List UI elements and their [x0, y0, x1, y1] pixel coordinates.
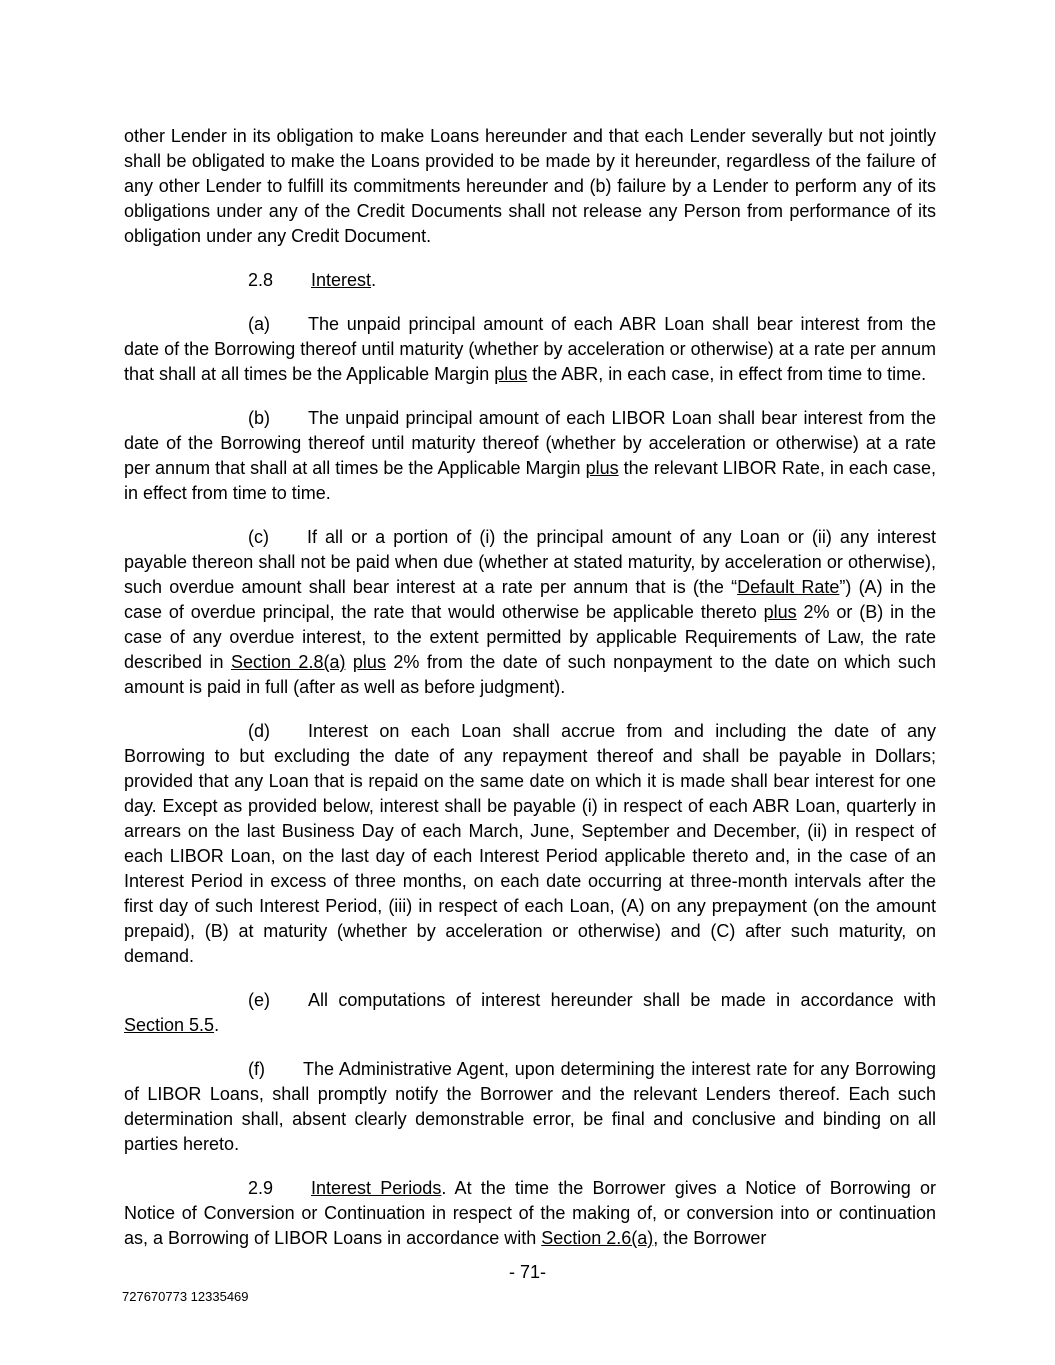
text-run: The unpaid principal amount of each ABR Loan shall bear interest from the date of the Borrowing thereof until maturity (whether by acceleration or otherwise) at a rate per annum that shall at all times be the Applicable Margin — [124, 314, 936, 384]
clause-2-8-a — [124, 312, 936, 387]
text-run: The Administrative Agent, upon determining the interest rate for any Borrowing of LIBOR Loans, shall promptly notify the Borrower and the relevant Lenders thereof. Each such determination shall, absent clearly demonstrable error, be final and conclusive and binding on all parties hereto. — [124, 1059, 936, 1154]
underlined-text: plus — [585, 458, 619, 478]
underlined-text: Interest Periods — [311, 1178, 442, 1198]
text-run: Interest on each Loan shall accrue from and including the date of any Borrowing to but excluding the date of any repayment thereof and shall be payable in Dollars; provided that any Loan that is repaid on the same date on which it is made shall bear interest for one day. Except as provided below, interest shall be payable (i) in respect of each ABR Loan, quarterly in arrears on the last Business Day of each March, June, September and December, (ii) in respect of each LIBOR Loan, on the last day of each Interest Period applicable thereto and, in the case of an Interest Period in excess of three months, on each date occurring at three-month intervals after the first day of such Interest Period, (iii) in respect of each Loan, (A) on any prepayment (on the amount prepaid), (B) at maturity (whether by acceleration or otherwise) and (C) after such maturity, on demand. — [124, 721, 936, 966]
text-run: (c) — [248, 527, 269, 547]
page-number: - 71- — [508, 1262, 546, 1282]
clause-2-8-e — [124, 988, 936, 1038]
document-body — [124, 124, 936, 1270]
underlined-text: Section 5.5 — [124, 1015, 215, 1035]
document-id-stamp: 727670773 12335469 — [122, 1289, 249, 1304]
section-2-8-heading — [124, 268, 936, 293]
text-run: (a) — [248, 314, 270, 334]
continuation-paragraph — [124, 124, 936, 249]
clause-2-8-b — [124, 406, 936, 506]
text-run: If all or a portion of (i) the principal amount of any Loan or (ii) any interest payable thereon shall not be paid when due (whether at stated maturity, by acceleration or otherwise), such overdue amount shall bear interest at a rate per annum that is (the “ — [124, 527, 936, 597]
text-run: the relevant LIBOR Rate, in each case, in effect from time to time. — [124, 458, 937, 503]
text-run: (f) — [248, 1059, 265, 1079]
underlined-text: plus — [494, 364, 528, 384]
text-run: other Lender in its obligation to make Loans hereunder and that each Lender severally but not jointly shall be obligated to make the Loans provided to be made by it hereunder, regardless of the failure of any other Lender to fulfill its commitments hereunder and (b) failure by a Lender to perform any of its obligations under any of the Credit Documents shall not release any Person from performance of its obligation under any Credit Document. — [124, 126, 936, 246]
section-2-9-paragraph — [124, 1176, 936, 1251]
text-run: the ABR, in each case, in effect from time to time. — [527, 364, 927, 384]
text-run: 2.9 — [248, 1178, 274, 1198]
text-run: (d) — [248, 721, 270, 741]
clause-2-8-f — [124, 1057, 936, 1157]
text-run: . — [214, 1015, 220, 1035]
text-run: 2% from the date of such nonpayment to the date on which such amount is paid in full (after as well as before judgment). — [124, 652, 937, 697]
text-run: (b) — [248, 408, 270, 428]
text-run: , the Borrower — [653, 1228, 767, 1248]
text-run: (e) — [248, 990, 270, 1010]
clause-2-8-d — [124, 719, 936, 969]
text-run: 2% or (B) in the case of any overdue interest, to the extent permitted by applicable Requirements of Law, the rate described in — [124, 602, 936, 672]
underlined-text: Interest — [311, 270, 372, 290]
text-run: The unpaid principal amount of each LIBOR Loan shall bear interest from the date of the Borrowing thereof until maturity thereof (whether by acceleration or otherwise) at a rate per annum that shall at all times be the Applicable Margin — [124, 408, 936, 478]
underlined-text: Default Rate — [737, 577, 840, 597]
text-run: All computations of interest hereunder shall be made in accordance with — [308, 990, 936, 1010]
text-run: ”) (A) in the case of overdue principal, the rate that would otherwise be applicable thereto — [124, 577, 936, 622]
underlined-text: plus — [763, 602, 797, 622]
text-run — [345, 652, 352, 672]
text-run: . — [371, 270, 377, 290]
text-run: 2.8 — [248, 270, 274, 290]
clause-2-8-c — [124, 525, 936, 700]
underlined-text: Section 2.8(a) — [230, 652, 346, 672]
underlined-text: Section 2.6(a) — [541, 1228, 654, 1248]
underlined-text: plus — [352, 652, 386, 672]
text-run: . At the time the Borrower gives a Notice of Borrowing or Notice of Conversion or Continuation in respect of the making of, or conversion into or continuation as, a Borrowing of LIBOR Loans in accordance with — [124, 1178, 937, 1248]
